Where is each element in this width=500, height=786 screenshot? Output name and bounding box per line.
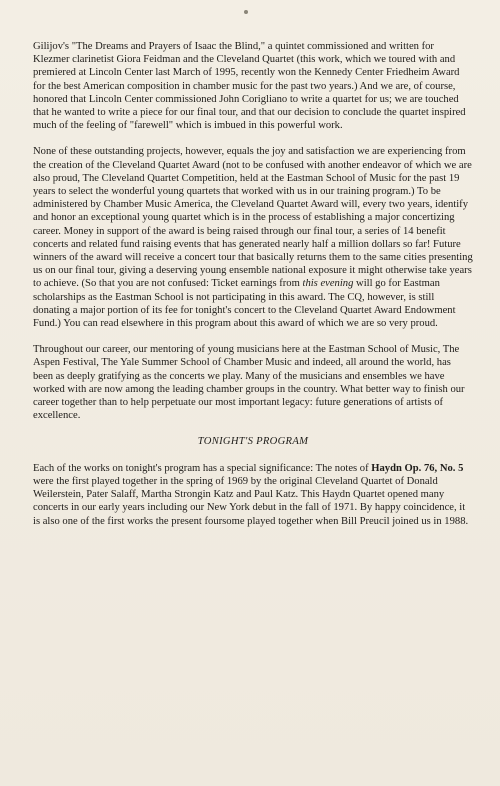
staple-mark	[244, 10, 248, 14]
section-heading-tonights-program: TONIGHT'S PROGRAM	[197, 436, 309, 448]
award-text-italic: this evening	[302, 278, 354, 290]
paragraph-quartet-award	[33, 145, 473, 330]
haydn-text-after: were the first played together in the spring of 1969 by the original Cleveland Quartet of Donald Weilerstein, Pater Salaff, Martha Strongin Katz and Paul Katz. This Haydn Quartet opened many concerts in our early years including our New York debut in the fall of 1971. By happy coincidence, it is also one of the first works the present foursome played together when Bill Preucil joined us in 1988.	[33, 475, 469, 527]
haydn-text-bold: Haydn Op. 76, No. 5	[371, 462, 464, 474]
paragraph-haydn	[33, 462, 473, 528]
award-text-after: will go for Eastman scholarships as the Eastman School is not participating in this award. The CQ, however, is still donating a major portion of its fee for tonight's concert to the Cleveland Quartet Award Endowment Fund.) You can read elsewhere in this program about this award of which we are so very proud.	[33, 278, 456, 330]
award-text-before: None of these outstanding projects, however, equals the joy and satisfaction we are experiencing from the creation of the Cleveland Quartet Award (not to be confused with another endeavor of which we are also proud, The Cleveland Quartet Competition, held at the Eastman School of Music for the past 19 years to select the wonderful young quartets that worked with us in our training program.) To be administered by Chamber Music America, the Cleveland Quartet Award will, every two years, identify and honor an exceptional young quartet which is in the process of establishing a major concertizing career. Money in support of the award is being raised through our final tour, a series of 14 benefit concerts and related fund raising events that has generated nearly half a million dollars so far! Future winners of the award will receive a concert tour that basically returns them to the same cities presenting us on our final tour, giving a deserving young ensemble national exposure it might otherwise take years to achieve. (So that you are not confused: Ticket earnings from	[33, 146, 473, 290]
program-notes-text	[33, 40, 473, 541]
paragraph-dreams-and-prayers: Gilijov's "The Dreams and Prayers of Isaac the Blind," a quintet commissioned and written for Klezmer clarinetist Giora Feidman and the Cleveland Quartet (this work, which we toured with and premiered at Lincoln Center last March of 1995, recently won the Kennedy Center Friedheim Award for the best American composition in chamber music for the past two years.) And we are, of course, honored that Lincoln Center commissioned John Corigliano to write a quartet for us; we are touched that he wanted to write a piece for our final tour, and that our decision to conclude the quartet inspired much of the feeling of "farewell" which is imbued in this powerful work.	[33, 41, 466, 132]
haydn-text-before: Each of the works on tonight's program has a special significance: The notes of	[33, 462, 372, 474]
paragraph-mentoring: Throughout our career, our mentoring of young musicians here at the Eastman School of Music, The Aspen Festival, The Yale Summer School of Chamber Music and indeed, all around the world, has been as deeply gratifying as the concerts we play. Many of the musicians and ensembles we have worked with are now among the leading chamber groups in the country. What better way to finish our career together than to help perpetuate our most important legacy: future generations of artists of excellence.	[33, 344, 465, 422]
